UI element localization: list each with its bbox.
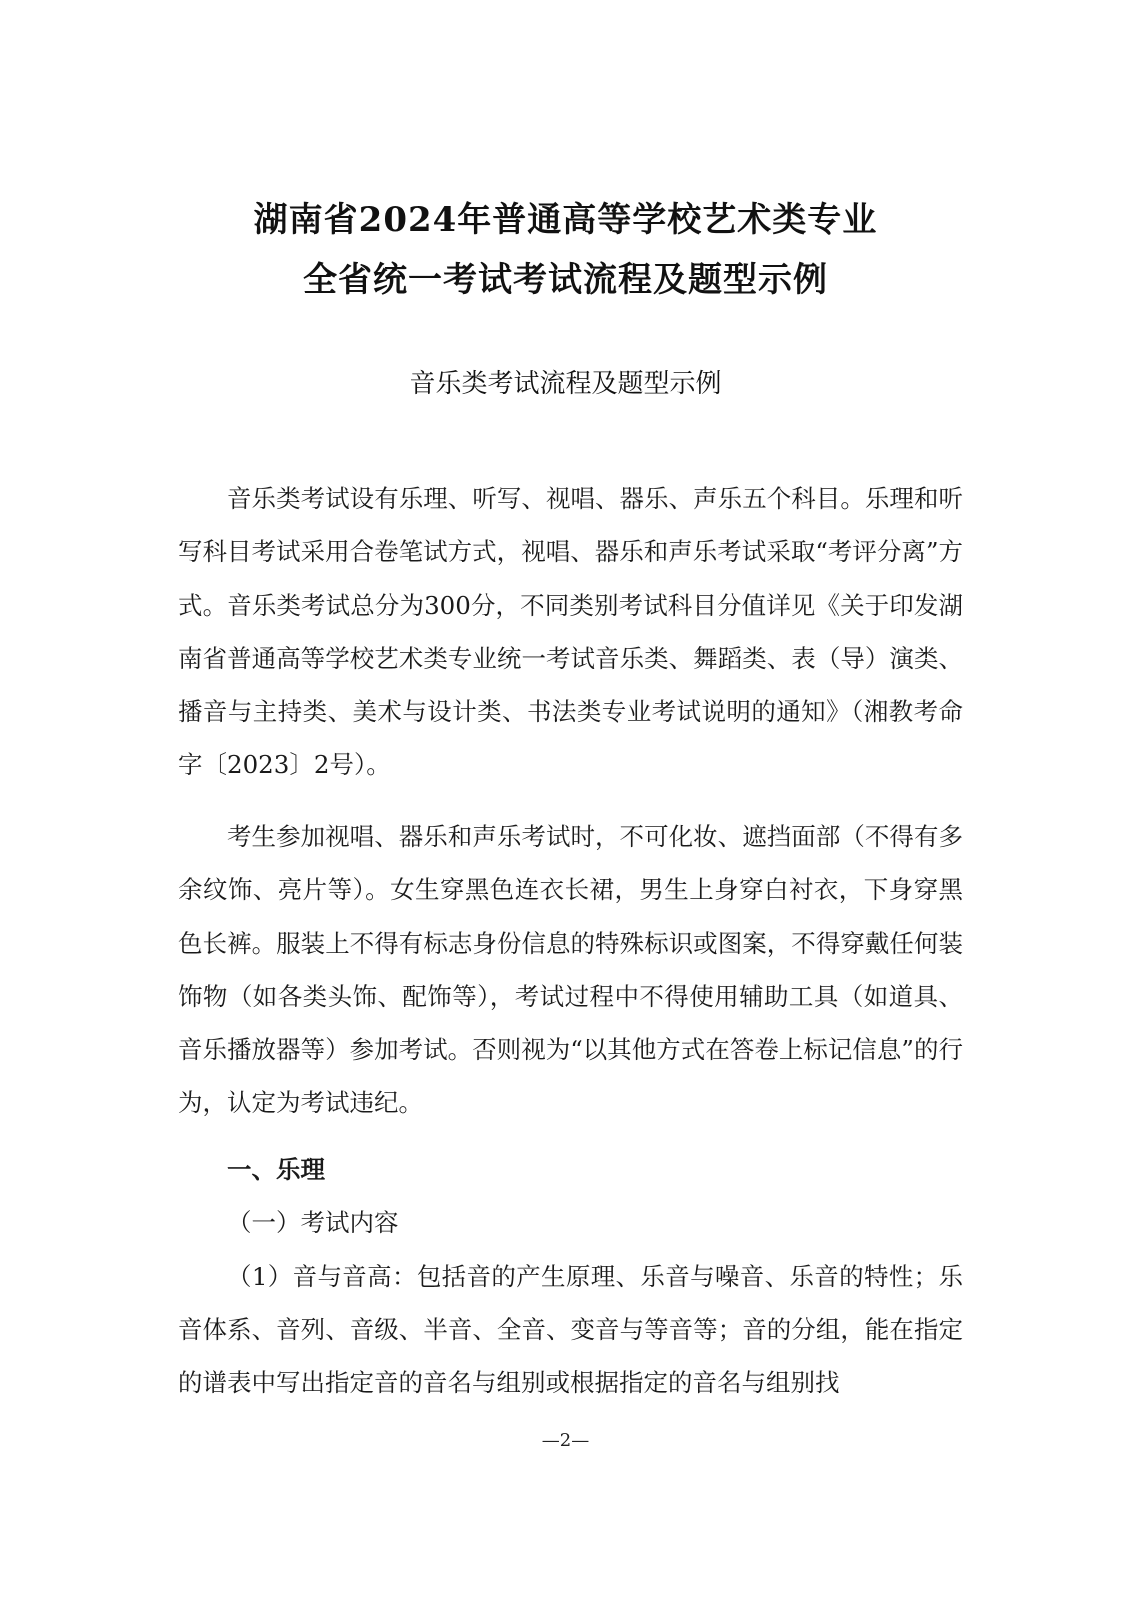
body-paragraph-2: 考生参加视唱、器乐和声乐考试时，不可化妆、遮挡面部（不得有多余纹饰、亮片等）。女生穿黑色连衣长裙，男生上身穿白衬衣，下身穿黑色长裤。服装上不得有标志身份信息的特殊标识或图案，不得穿戴任何装饰物（如各类头饰、配饰等），考试过程中不得使用辅助工具（如道具、音乐播放器等）参加考试。否则视为“以其他方式在答卷上标记信息”的行为，认定为考试违纪。 bbox=[178, 822, 963, 1118]
section-1-block bbox=[178, 1143, 963, 1409]
page-number: —2— bbox=[541, 1430, 590, 1451]
subheading-exam-content: （一）考试内容 bbox=[227, 1208, 399, 1238]
section-subtitle: 音乐类考试流程及题型示例 bbox=[409, 369, 722, 399]
document-title bbox=[0, 190, 1131, 310]
body-paragraph-1: 音乐类考试设有乐理、听写、视唱、器乐、声乐五个科目。乐理和听写科目考试采用合卷笔试方式，视唱、器乐和声乐考试采取“考评分离”方式。音乐类考试总分为300分，不同类别考试科目分值详见《关于印发湖南省普通高等学校艺术类专业统一考试音乐类、舞蹈类、表（导）演类、播音与主持类、美术与设计类、书法类专业考试说明的通知》（湘教考命字〔2023〕2号）。 bbox=[178, 484, 963, 780]
body-paragraph-1-block bbox=[178, 472, 963, 792]
body-paragraph-2-block bbox=[178, 810, 963, 1130]
title-line-2: 全省统一考试考试流程及题型示例 bbox=[303, 260, 828, 300]
item-pitch: （1）音与音高：包括音的产生原理、乐音与噪音、乐音的特性；乐音体系、音列、音级、半音、全音、变音与等音等；音的分组，能在指定的谱表中写出指定音的音名与组别或根据指定的音名与组别找 bbox=[178, 1261, 963, 1398]
section-heading-music-theory: 一、乐理 bbox=[227, 1155, 325, 1184]
title-line-1: 湖南省2024年普通高等学校艺术类专业 bbox=[253, 200, 878, 240]
